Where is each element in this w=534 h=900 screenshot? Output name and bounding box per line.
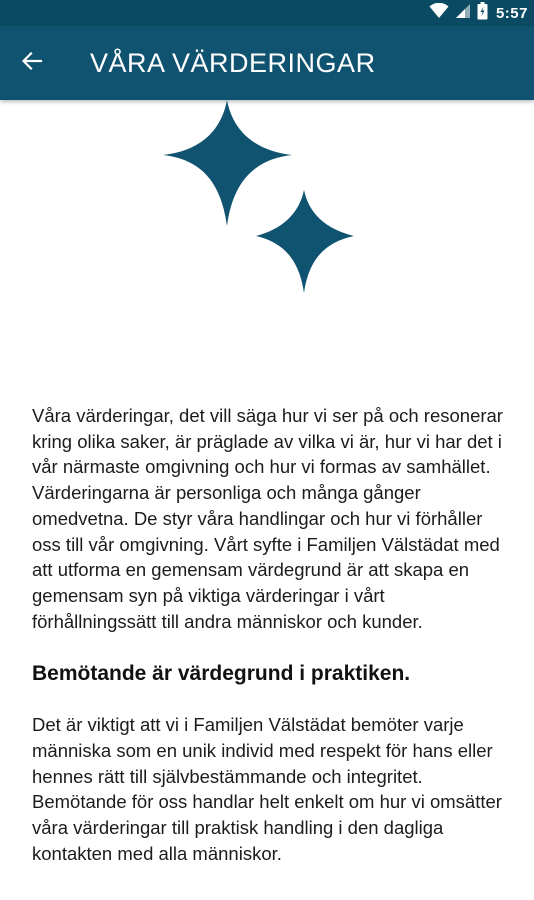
body-paragraph: Det är viktigt att vi i Familjen Välstädat bemöter varje människa som en unik individ med respekt för hans eller hennes rätt till självbestämmande och integritet. Bemötande för oss handlar helt enkelt om hur vi omsätter våra värderingar till praktisk handling i den dagliga kontakten med alla människor. (32, 714, 502, 864)
wifi-icon (429, 3, 449, 23)
content-scroll[interactable] (0, 100, 534, 900)
page-title: VÅRA VÄRDERINGAR (90, 47, 376, 78)
section-heading: Bemötande är värdegrund i praktiken. (32, 662, 411, 686)
arrow-left-icon (20, 49, 44, 78)
app-bar (0, 26, 534, 100)
back-button[interactable] (2, 26, 62, 100)
battery-icon (477, 2, 488, 24)
intro-paragraph: Våra värderingar, det vill säga hur vi ser på och resonerar kring olika saker, är präglade av vilka vi är, hur vi har det i vår närmaste omgivning och hur vi formas av samhället. Värderingarna är personliga och många gånger omedvetna. De styr våra handlingar och hur vi förhåller oss till vår omgivning. Vårt syfte i Familjen Välstädat med att utforma en gemensam värdegrund är att skapa en gemensam syn på viktiga värderingar i vårt förhållningssätt till andra människor och kunder. (32, 405, 503, 632)
article-text (32, 403, 512, 867)
hero-image (0, 100, 534, 390)
status-bar (0, 0, 534, 26)
cell-signal-icon (455, 3, 471, 23)
status-time: 5:57 (495, 4, 528, 22)
sparkle-icon (0, 100, 534, 390)
